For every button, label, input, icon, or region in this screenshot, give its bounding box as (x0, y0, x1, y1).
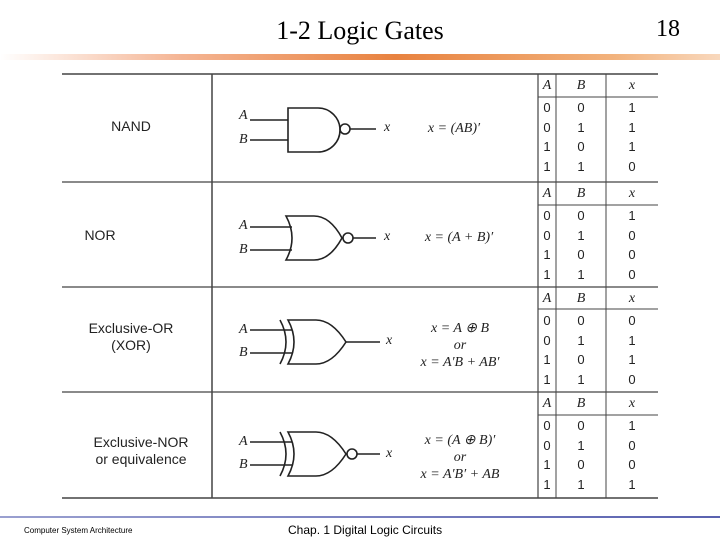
truth-table-header: B (576, 291, 586, 306)
gate-name-nor: NOR (84, 227, 116, 243)
slide-number: 18 (656, 16, 680, 42)
truth-table-cell: 1 (628, 119, 636, 135)
truth-table-cell: 0 (577, 457, 585, 472)
truth-table-cell: 1 (628, 332, 636, 348)
truth-table-cell: 1 (628, 208, 636, 223)
footer-chapter-title: Chap. 1 Digital Logic Circuits (288, 523, 443, 537)
truth-table-cell: 0 (577, 139, 585, 154)
truth-table-header: x (628, 291, 636, 306)
xnor-gate-symbol (250, 432, 380, 476)
nand-gate-symbol (250, 108, 376, 152)
truth-table-cell: 1 (577, 437, 585, 453)
truth-table-cell: 0 (628, 371, 636, 387)
truth-table-header: x (628, 78, 636, 93)
nor-output: x (384, 229, 391, 244)
truth-table-cell: 1 (543, 457, 551, 472)
nand-output: x (384, 120, 391, 135)
truth-table-cell: 0 (577, 418, 585, 433)
truth-table-header: B (576, 396, 586, 411)
truth-table-cell: 1 (628, 418, 636, 433)
logic-gates-figure (62, 72, 658, 500)
truth-table-header: A (542, 78, 552, 93)
truth-table-cell: 0 (628, 266, 636, 282)
truth-table-cell: 0 (628, 313, 636, 328)
xnor-input-b: B (239, 457, 248, 472)
xnor-expression: x = (A ⊕ B)′ or x = A′B′ + AB (420, 433, 500, 482)
truth-table-cell: 0 (543, 119, 551, 135)
nand-expression: x = (AB)′ (427, 121, 481, 136)
truth-table-header: A (542, 186, 552, 201)
title-rule (0, 54, 720, 60)
truth-table-cell: 0 (577, 247, 585, 262)
truth-table-cell: 0 (543, 418, 551, 433)
truth-table-cell: 0 (628, 437, 636, 453)
truth-table-header: x (628, 186, 636, 201)
truth-table-header: B (576, 186, 586, 201)
gate-name-xor: Exclusive-OR (XOR) (88, 320, 174, 353)
truth-table-cell: 0 (577, 313, 585, 328)
footer-rule (0, 516, 720, 518)
xor-gate-symbol (250, 320, 380, 364)
xnor-output: x (386, 446, 393, 461)
xor-expression: x = A ⊕ B or x = A′B + AB′ (420, 321, 500, 370)
truth-table-cell: 1 (628, 139, 636, 154)
xor-input-a: A (239, 322, 248, 337)
truth-table-cell: 0 (543, 313, 551, 328)
truth-table-cell: 0 (577, 100, 585, 115)
truth-table-cell: 1 (543, 476, 551, 492)
truth-table-cell: 1 (543, 266, 551, 282)
truth-table-cell: 1 (543, 247, 551, 262)
truth-table-cell: 0 (577, 208, 585, 223)
truth-table-cell: 1 (543, 352, 551, 367)
footer-course-name: Computer System Architecture (24, 526, 133, 535)
truth-table-cell: 0 (628, 457, 636, 472)
truth-table-cell: 0 (543, 332, 551, 348)
truth-table-cell: 1 (577, 332, 585, 348)
xor-output: x (386, 333, 393, 348)
slide-title: 1-2 Logic Gates (276, 16, 444, 45)
xor-input-b: B (239, 345, 248, 360)
truth-table-cell: 1 (628, 100, 636, 115)
nand-input-a: A (239, 108, 248, 123)
gate-name-xnor: Exclusive-NOR or equivalence (93, 434, 189, 467)
truth-table-cell: 1 (577, 158, 585, 174)
truth-table-cell: 1 (628, 476, 636, 492)
truth-table-cell: 0 (543, 437, 551, 453)
gate-name-nand: NAND (111, 118, 151, 134)
truth-table-cell: 1 (577, 227, 585, 243)
truth-table-cell: 0 (628, 247, 636, 262)
truth-table-header: B (576, 78, 586, 93)
truth-table-header: x (628, 396, 636, 411)
truth-table-cell: 0 (543, 227, 551, 243)
truth-table-cell: 0 (543, 100, 551, 115)
truth-table-header: A (542, 291, 552, 306)
nand-input-b: B (239, 132, 248, 147)
nor-input-a: A (239, 218, 248, 233)
truth-table-cell: 1 (628, 352, 636, 367)
truth-table-cell: 1 (543, 139, 551, 154)
truth-table-cell: 0 (543, 208, 551, 223)
truth-table-cell: 1 (577, 476, 585, 492)
truth-table-cell: 1 (577, 266, 585, 282)
xnor-input-a: A (239, 434, 248, 449)
nor-input-b: B (239, 242, 248, 257)
truth-table-header: A (542, 396, 552, 411)
truth-table-cell: 1 (543, 158, 551, 174)
truth-table-cell: 0 (577, 352, 585, 367)
nor-expression: x = (A + B)′ (424, 230, 494, 245)
truth-table-cell: 0 (628, 158, 636, 174)
truth-table-cell: 1 (543, 371, 551, 387)
truth-table-cell: 1 (577, 371, 585, 387)
truth-table-cell: 1 (577, 119, 585, 135)
truth-table-cell: 0 (628, 227, 636, 243)
nor-gate-symbol (250, 216, 376, 260)
